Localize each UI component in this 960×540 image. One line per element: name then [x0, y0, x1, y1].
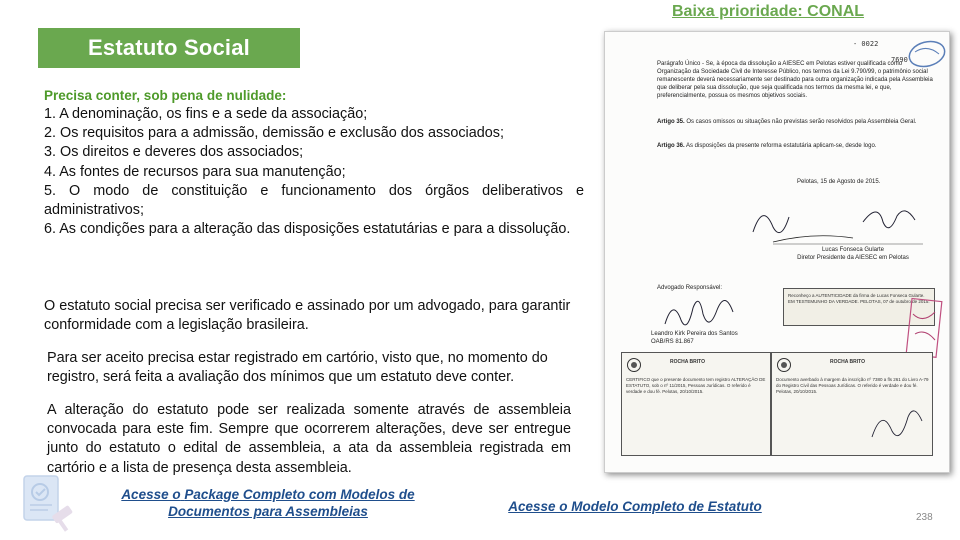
notary-left-text: CERTIFICO que o presente documento tem registro ALTERAÇÃO DE ESTATUTO, sob o nº 11/2015, Pessoas Jurídicas. O referido é verdade e dou fé. Pelotas, 20/10/2015. [626, 377, 766, 394]
requirement-item: 1. A denominação, os fins e a sede da associação; [44, 106, 368, 122]
requirements-list [44, 105, 584, 239]
requirement-item: 5. O modo de constituição e funcionamento dos órgãos deliberativos e administrativos; [44, 182, 584, 219]
article-36-text: As disposições da presente reforma estatutária aplicam-se, desde logo. [686, 143, 877, 149]
stamp-number-2: 7690 [891, 56, 908, 64]
page-title-text: Estatuto Social [88, 35, 250, 60]
statute-document-scan [604, 31, 950, 473]
lawyer-name: Leandro Kirk Pereira dos Santos [651, 331, 738, 337]
signer-name: Lucas Fonseca Gularte [821, 247, 885, 253]
notary-certificate-right [771, 352, 933, 456]
article-35-text: Os casos omissos ou situações não previstas serão resolvidos pela Assembleia Geral. [686, 119, 917, 125]
requirement-item: 4. As fontes de recursos para sua manutenção; [44, 163, 346, 180]
authentication-text: Reconheço a AUTENTICIDADE da firma de Lucas Fonseca Gularte. EM TESTEMUNHO DA VERDADE. PELOTAS, 07 de outubro de 2015. [788, 293, 930, 304]
signature-icon [743, 192, 943, 252]
notary-left-title: ROCHA BRITO [670, 359, 705, 365]
verification-paragraph: O estatuto social precisa ser verificado e assinado por um advogado, para garantir conformidade com a legislação brasileira. [44, 298, 571, 334]
lawyer-oab: OAB/RS 81.867 [651, 339, 694, 345]
page-number: 238 [916, 512, 933, 523]
notary-right-title: ROCHA BRITO [830, 359, 865, 365]
document-date: Pelotas, 15 de Agosto de 2015. [797, 179, 881, 185]
package-link[interactable] [96, 486, 440, 520]
document-article-35 [657, 118, 937, 126]
notary-seal-icon [626, 357, 642, 373]
notary-seal-icon [776, 357, 792, 373]
article-35-label: Artigo 35. [657, 119, 685, 125]
document-gavel-icon [14, 470, 84, 536]
requirement-item: 6. As condições para a alteração das disposições estatutárias e para a dissolução. [44, 221, 571, 238]
registration-paragraph: Para ser aceito precisa estar registrado em cartório, visto que, no momento do registro, será feita a avaliação dos mínimos que um estatuto deve conter. [47, 350, 548, 386]
notary-certificate-left [621, 352, 771, 456]
package-link-text[interactable]: Package Completo com Modelos de Documentos para Assembleias [168, 487, 415, 519]
requirement-item: 2. Os requisitos para a admissão, demissão e exclusão dos associados; [44, 125, 504, 142]
priority-link[interactable]: Baixa prioridade: CONAL [672, 3, 865, 20]
document-signer [783, 246, 923, 262]
package-link-lead[interactable]: Acesse o [121, 487, 181, 502]
document-paragraph: Parágrafo Único - Se, à época da dissolução a AIESEC em Pelotas estiver qualificada como Organização da Sociedade Civil de Interesse Público, nos termos da Lei 9.790/99, o patrimônio social remanescente deverá necessariamente ser destinado para outra organização indicada pela Assembleia que deliberar pela sua dissolução, que seja qualificada nos termos da mesma lei, e que, preferencialmente, possua os mesmos objetivos sociais. [657, 61, 933, 99]
lawyer-signature-icon [655, 294, 765, 334]
requirements-intro: Precisa conter, sob pena de nulidade: [44, 88, 287, 103]
stamp-number: - 0022 [853, 40, 879, 48]
lawyer-label: Advogado Responsável: [657, 285, 723, 291]
notary-signature-icon [868, 397, 928, 447]
statute-model-link[interactable]: Acesse o Modelo Completo de Estatuto [508, 499, 762, 514]
signer-role: Diretor Presidente da AIESEC em Pelotas [797, 255, 909, 261]
page-title [38, 28, 300, 68]
article-36-label: Artigo 36. [657, 143, 685, 149]
notary-right-text: Documento averbado à margem da inscrição nº 7380 a fls 261 do Livro A-79 do Registro Civil das Pessoas Jurídicas. O referido é verdade e dou fé. Pelotas, 20/10/2015. [776, 377, 929, 394]
requirement-item: 3. Os direitos e deveres dos associados; [44, 144, 304, 161]
amendment-paragraph: A alteração do estatuto pode ser realizada somente através de assembleia convocada para este fim. Sempre que ocorrerem alterações, deve ser entregue junto do estatuto o edital de assembleia, a ata da assembleia registrada em cartório e a lista de presença desta assembleia. [47, 402, 571, 476]
document-article-36 [657, 142, 937, 150]
